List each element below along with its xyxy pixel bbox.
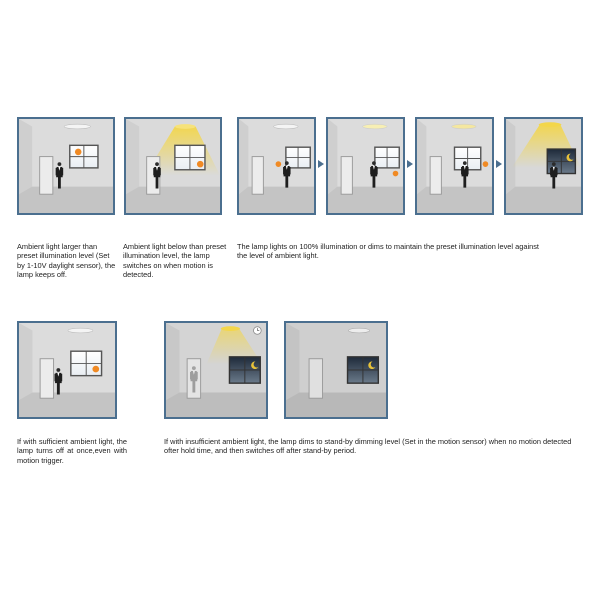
panel-dim-4: [504, 117, 583, 215]
panel-standby-dim: [164, 321, 268, 419]
caption-insufficient: If with insufficient ambient light, the lamp dims to stand-by dimming level (Set in the motion sensor) when no motion detected ofter hold time, and then switches off after stand-by period.: [164, 437, 572, 456]
caption-sufficient: If with sufficient ambient light, the lamp turns off at once,even with motion trigger.: [17, 437, 127, 465]
sun-icon: [75, 149, 82, 156]
arrow-right-icon: [407, 160, 413, 168]
panel-sufficient: [17, 321, 117, 419]
panel-dim-1: [237, 117, 316, 215]
sun-icon: [483, 161, 489, 167]
arrow-right-icon: [318, 160, 324, 168]
sun-icon: [197, 161, 204, 168]
caption-bright-off: Ambient light larger than preset illumination level (Set by 1-10V daylight sensor), the lamp keeps off.: [17, 242, 116, 280]
caption-dark-on: Ambient light below than preset illumination level, the lamp switches on when motion is detected.: [123, 242, 227, 280]
ceiling-lamp-icon: [221, 326, 240, 331]
ceiling-lamp-icon: [539, 122, 562, 127]
panel-bright-off: [17, 117, 115, 215]
panel-dim-2: [326, 117, 405, 215]
panel-dark-on: [124, 117, 222, 215]
ceiling-lamp-icon: [64, 124, 90, 129]
panel-standby-off: [284, 321, 388, 419]
sun-icon: [276, 161, 282, 167]
arrow-right-icon: [496, 160, 502, 168]
sun-icon: [393, 171, 399, 177]
sun-icon: [92, 366, 99, 373]
ceiling-lamp-icon: [175, 124, 196, 129]
panel-dim-3: [415, 117, 494, 215]
caption-dimming: The lamp lights on 100% illumination or dims to maintain the preset illumination level against the level of ambient light.: [237, 242, 539, 261]
